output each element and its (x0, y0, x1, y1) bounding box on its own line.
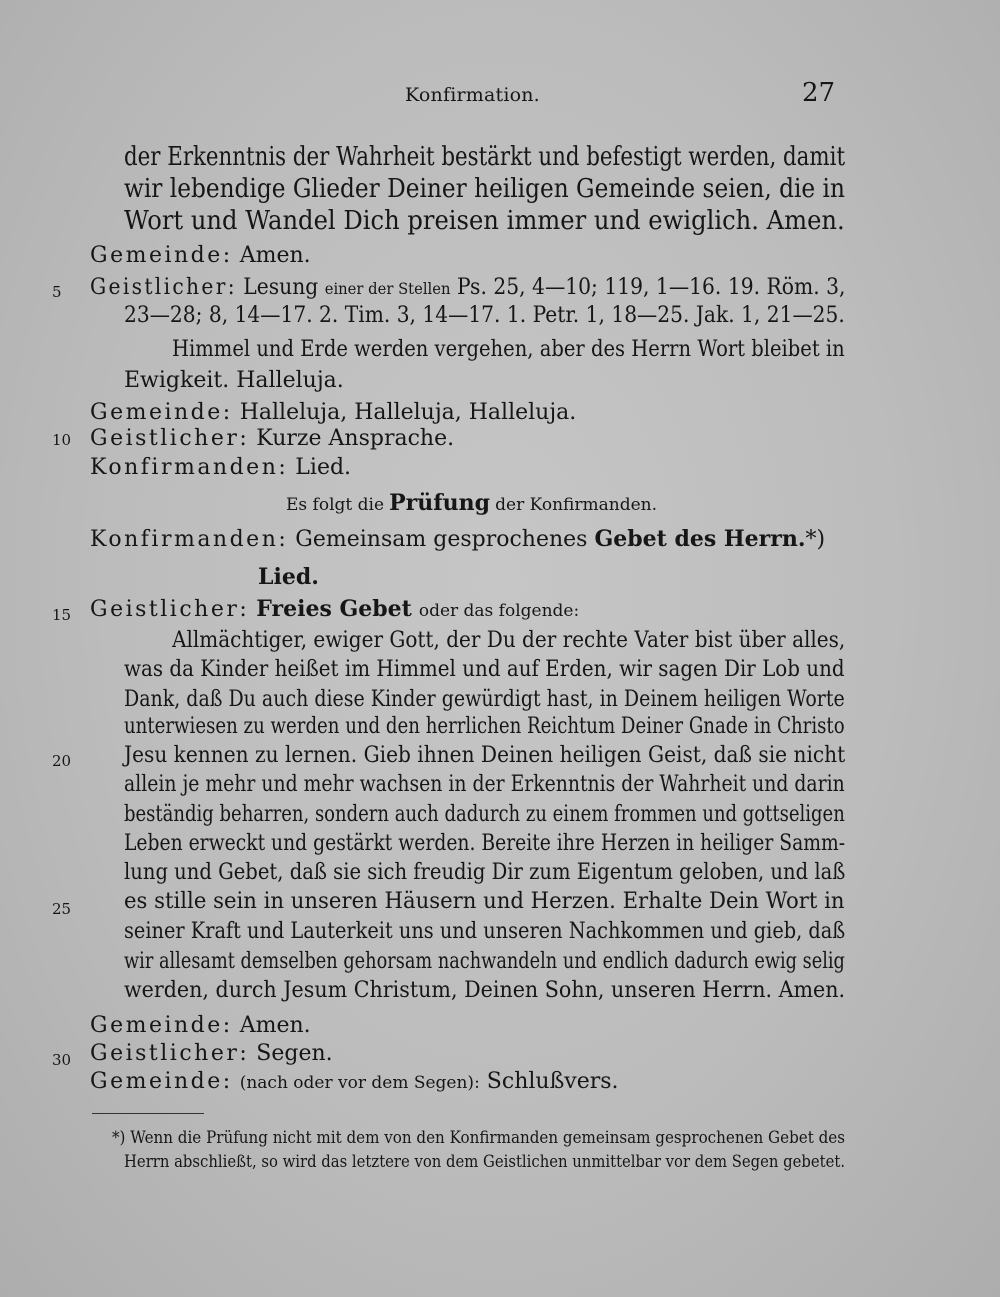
speaker-label: Gemeinde: (90, 243, 233, 268)
line-number: 10 (52, 431, 72, 449)
text-line: es stille sein in unseren Häusern und Herzen. Erhalte Dein Wort in (124, 889, 845, 914)
speaker-line (90, 402, 576, 424)
line-number: 20 (52, 752, 72, 770)
text-line: wir allesamt demselben gehorsam nachwandeln und endlich dadurch ewig selig (124, 949, 845, 974)
page-number: 27 (802, 78, 836, 108)
text-line: allein je mehr und mehr wachsen in der Erkenntnis der Wahrheit und darin (124, 772, 845, 797)
speaker-line (90, 245, 311, 267)
speaker-label: Geistlicher: (90, 275, 237, 300)
speaker-line (90, 428, 454, 450)
footnote-rule (92, 1113, 204, 1114)
speech-text: Schlußvers. (486, 1069, 619, 1094)
speech-text: Kurze Ansprache. (256, 426, 455, 451)
speech-text: Amen. (239, 243, 311, 268)
speech-text: Halleluja, Halleluja, Halleluja. (239, 400, 577, 425)
speech-emphasis: Gebet des Herrn. (594, 526, 806, 552)
speech-text: Gemeinsam gesprochenes (295, 527, 588, 552)
speaker-label: Konfirmanden: (90, 527, 289, 552)
text-line: beständig beharren, sondern auch dadurch zu einem frommen und gottseligen (124, 802, 845, 827)
speaker-line (90, 1071, 619, 1093)
text-line: lung und Gebet, daß sie sich freudig Dir zum Eigentum geloben, und laß (124, 860, 846, 885)
speech-text-small: (nach oder vor dem Segen): (239, 1073, 480, 1093)
direction-emphasis: Prüfung (389, 490, 491, 516)
speech-text-small: einer der Stellen (324, 279, 451, 298)
speaker-line (90, 1043, 333, 1065)
stage-direction (286, 492, 657, 514)
line-number: 30 (52, 1051, 72, 1069)
text-line: 23—28; 8, 14—17. 2. Tim. 3, 14—17. 1. Petr. 1, 18—25. Jak. 1, 21—25. (124, 303, 845, 328)
speaker-label: Gemeinde: (90, 1069, 233, 1094)
speech-text: Segen. (256, 1041, 333, 1066)
speech-emphasis: Freies Gebet (256, 596, 412, 622)
text-line: Wort und Wandel Dich preisen immer und ewiglich. Amen. (124, 206, 845, 236)
speaker-label: Geistlicher: (90, 597, 250, 622)
speaker-label: Geistlicher: (90, 1041, 250, 1066)
speech-text: Ps. 25, 4—10; 119, 1—16. 19. Röm. 3, (456, 275, 846, 300)
speaker-line (90, 457, 351, 479)
speech-text-small: oder das folgende: (418, 601, 580, 621)
text-line: Jesu kennen zu lernen. Gieb ihnen Deinen heiligen Geist, daß sie nicht (124, 743, 846, 768)
text-line: Allmächtiger, ewiger Gott, der Du der rechte Vater bist über alles, (172, 628, 846, 653)
text-line: unterwiesen zu werden und den herrlichen Reichtum Deiner Gnade in Christo (124, 714, 845, 739)
speaker-label: Konfirmanden: (90, 455, 289, 480)
heading-lied: Lied. (258, 564, 319, 590)
running-header-title: Konfirmation. (405, 84, 540, 106)
text-line: Dank, daß Du auch diese Kinder gewürdigt hast, in Deinem heiligen Worte (124, 687, 845, 712)
speaker-line (90, 528, 825, 551)
speech-text: Lesung (243, 275, 319, 300)
text-line: was da Kinder heißet im Himmel und auf Erden, wir sagen Dir Lob und (124, 657, 845, 682)
line-number: 15 (52, 606, 72, 624)
text-line: der Erkenntnis der Wahrheit bestärkt und befestigt werden, damit (124, 142, 846, 172)
footnote-marker: *) (805, 527, 826, 552)
speaker-label: Geistlicher: (90, 426, 250, 451)
line-number: 25 (52, 900, 72, 918)
direction-text: der Konfirmanden. (495, 495, 658, 515)
speaker-line (90, 277, 845, 299)
line-number: 5 (52, 283, 62, 301)
speaker-label: Gemeinde: (90, 1013, 233, 1038)
direction-text: Es folgt die (286, 495, 384, 515)
text-line: wir lebendige Glieder Deiner heiligen Gemeinde seien, die in (124, 174, 845, 204)
footnote-line: *) Wenn die Prüfung nicht mit dem von den Konfirmanden gemeinsam gesprochenen Gebet des (112, 1128, 845, 1147)
speech-text: Lied. (295, 455, 352, 480)
speaker-line (90, 598, 579, 621)
speaker-label: Gemeinde: (90, 400, 233, 425)
speaker-line (90, 1015, 311, 1037)
text-line: Leben erweckt und gestärkt werden. Bereite ihre Herzen in heiliger Samm- (124, 831, 846, 856)
text-line: seiner Kraft und Lauterkeit uns und unseren Nachkommen und gieb, daß (124, 919, 846, 944)
text-line: Ewigkeit. Halleluja. (124, 368, 344, 393)
text-line: Himmel und Erde werden vergehen, aber des Herrn Wort bleibet in (172, 337, 845, 362)
text-line: werden, durch Jesum Christum, Deinen Sohn, unseren Herrn. Amen. (124, 978, 846, 1003)
speech-text: Amen. (239, 1013, 311, 1038)
footnote-line: Herrn abschließt, so wird das letztere von dem Geistlichen unmittelbar vor dem Segen gebetet. (124, 1152, 846, 1171)
